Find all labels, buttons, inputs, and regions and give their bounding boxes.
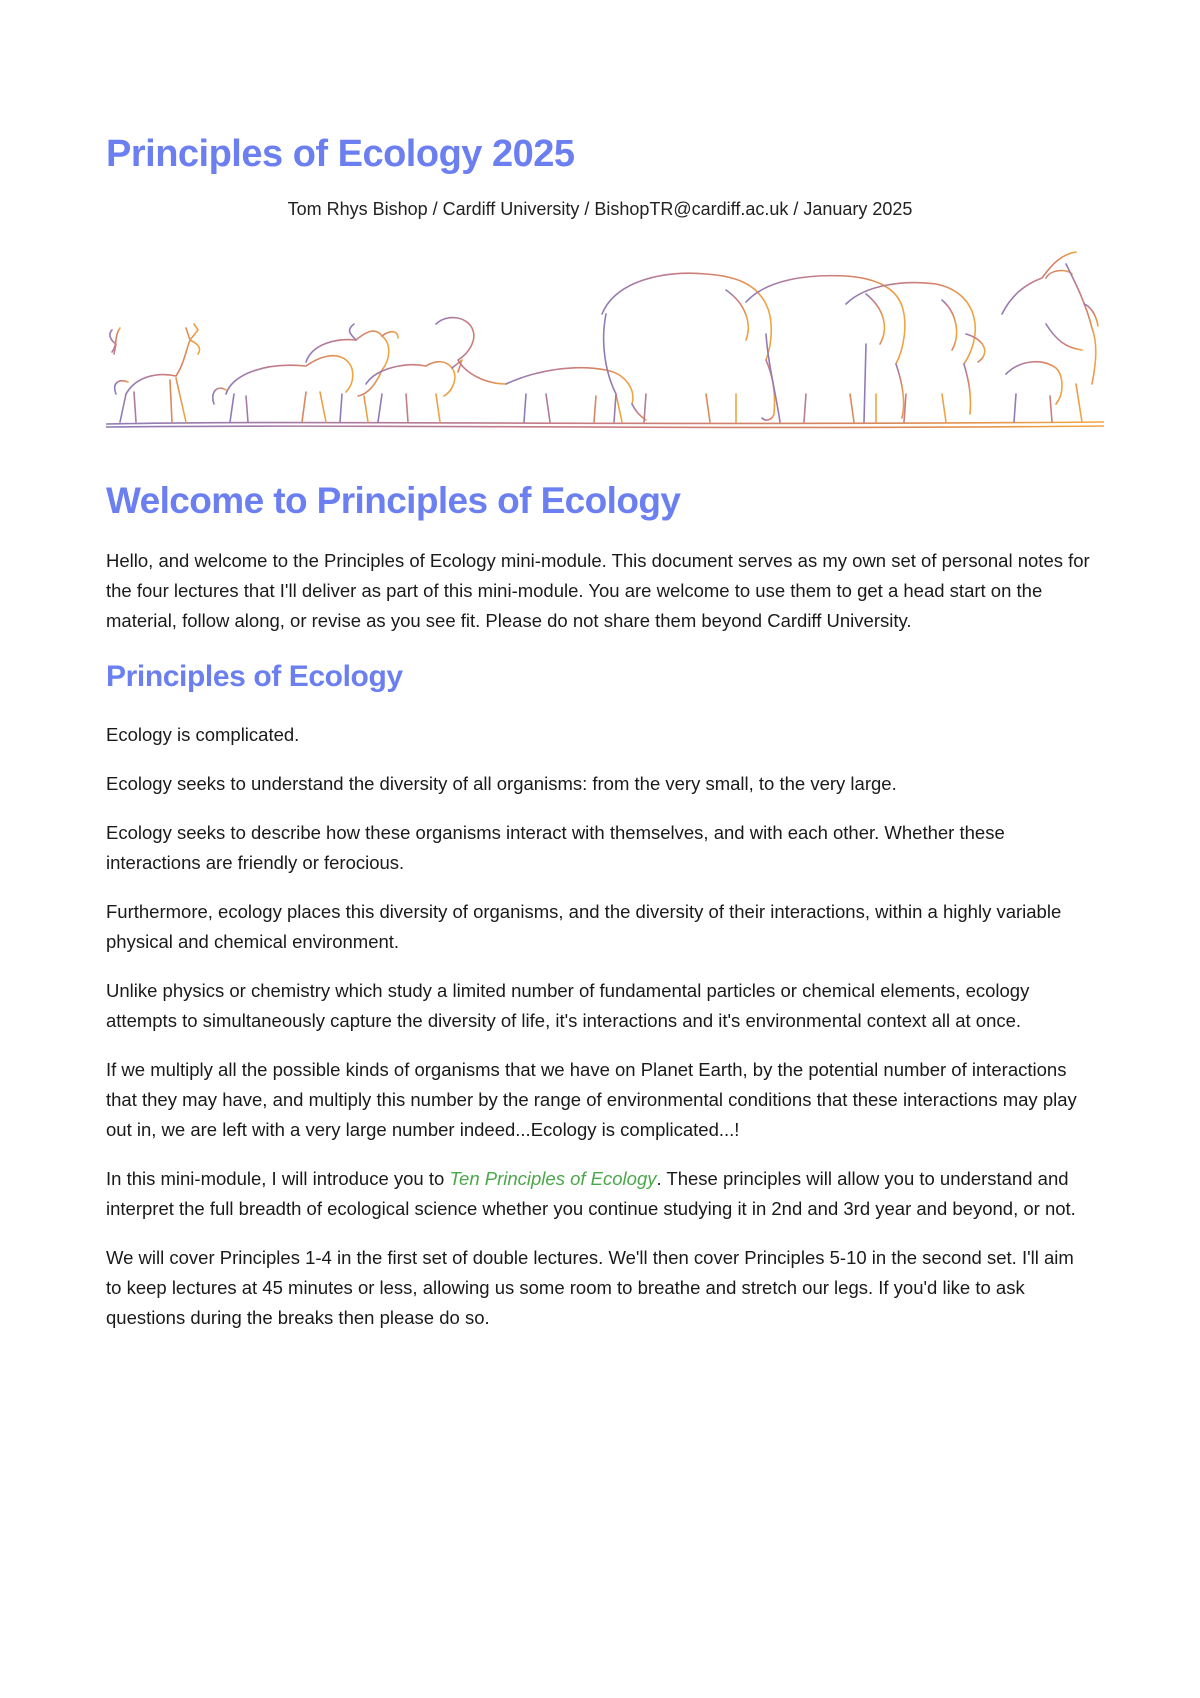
welcome-heading: Welcome to Principles of Ecology [106,480,681,521]
principles-paragraph-5: Unlike physics or chemistry which study a limited number of fundamental particles or chemical elements, ecology attempts to simultaneously capture the diversity of life, it's interactions and it's environmental context all at once. [106,980,1030,1031]
document-title: Principles of Ecology 2025 [106,133,575,175]
principles-paragraph-6: If we multiply all the possible kinds of organisms that we have on Planet Earth, by the potential number of interactions that they may have, and multiply this number by the range of environmental conditions that these interactions may play out in, we are left with a very large number indeed...Ecology is complicated...! [106,1059,1077,1140]
ten-principles-link[interactable]: Ten Principles of Ecology [449,1168,657,1189]
welcome-paragraph: Hello, and welcome to the Principles of Ecology mini-module. This document serves as my own set of personal notes for the four lectures that I'll deliver as part of this mini-module. You are welcome to use them to get a head start on the material, follow along, or revise as you see fit. Please do not share them beyond Cardiff University. [106,550,1090,631]
paragraph-7-text-before: In this mini-module, I will introduce you to [106,1168,450,1189]
paragraph-7-text-after: . These principles will allow you to understand and interpret the full breadth of ecological science whether you continue studying it in 2nd and 3rd year and beyond, or not. [106,1168,1076,1219]
principles-paragraph-4: Furthermore, ecology places this diversity of organisms, and the diversity of their interactions, within a highly variable physical and chemical environment. [106,901,1062,952]
principles-heading: Principles of Ecology [106,660,403,693]
principles-paragraph-8: We will cover Principles 1-4 in the first set of double lectures. We'll then cover Principles 5-10 in the second set. I'll aim to keep lectures at 45 minutes or less, allowing us some room to breathe and stretch our legs. If you'd like to ask questions during the breaks then please do so. [106,1247,1074,1328]
author-byline: Tom Rhys Bishop / Cardiff University / BishopTR@cardiff.ac.uk / January 2025 [287,199,913,219]
principles-paragraph-2: Ecology seeks to understand the diversity of all organisms: from the very small, to the very large. [106,773,897,794]
principles-paragraph-1: Ecology is complicated. [106,724,300,745]
principles-paragraph-3: Ecology seeks to describe how these organisms interact with themselves, and with each other. Whether these interactions are friendly or ferocious. [106,822,1005,873]
principles-paragraph-7 [106,1164,1094,1224]
animal-parade-illustration [106,244,1104,444]
